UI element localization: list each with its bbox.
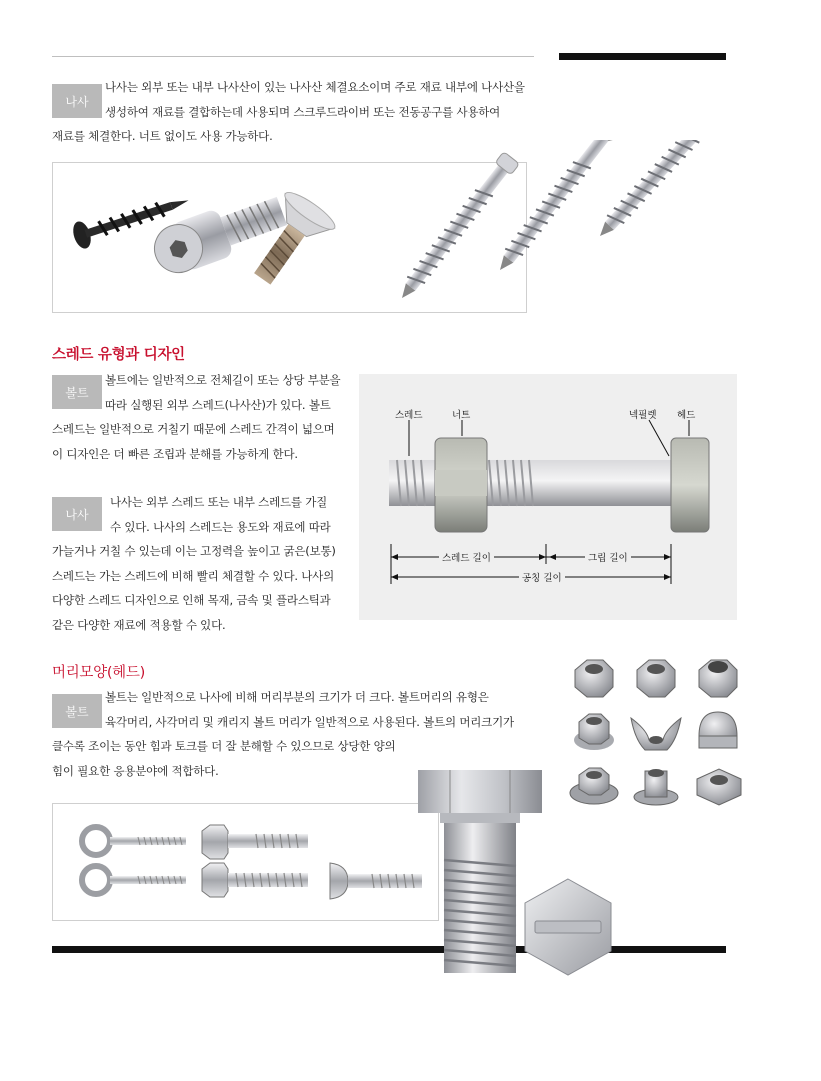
nut-types-image <box>565 655 745 810</box>
bottom-black-bar <box>52 946 726 953</box>
bolt-types-image <box>52 803 437 919</box>
text-line: 스레드는 일반적으로 거칠기 때문에 스레드 간격이 넓으며 <box>52 422 335 436</box>
tag-bolt-2: 볼트 <box>52 694 102 728</box>
lock-nut <box>699 660 737 697</box>
tag-screw-2: 나사 <box>52 497 102 531</box>
hex-bolt-1 <box>202 825 308 859</box>
bolt-thread-text <box>52 368 352 466</box>
label-thread: 스레드 <box>395 410 423 421</box>
text-line: 이 디자인은 더 빠른 조립과 분해를 가능하게 한다. <box>52 446 298 461</box>
text-line: 육각머리, 사각머리 및 캐리지 볼트 머리가 일반적으로 사용된다. 볼트의 머리크기가 <box>105 714 514 729</box>
screw-photos <box>52 140 752 310</box>
serrated-flange-nut <box>570 768 618 804</box>
hex-nut-1 <box>575 660 613 697</box>
tee-nut <box>634 769 678 805</box>
text-line: 스레드는 가는 스레드에 비해 빨리 체결할 수 있다. 나사의 <box>52 568 335 583</box>
wood-screw-image-3 <box>590 140 739 246</box>
text-line: 따라 실행된 외부 스레드(나사산)가 있다. 볼트 <box>105 397 331 412</box>
carriage-bolt <box>330 863 422 899</box>
text-line: 나사는 외부 또는 내부 나사산이 있는 나사산 체결요소이며 주로 재료 내부에 나사산을 <box>105 80 525 94</box>
label-thread-length: 스레드 길이 <box>439 550 494 564</box>
label-nut: 너트 <box>452 410 471 421</box>
square-nut <box>697 769 741 805</box>
eye-bolt-2 <box>82 866 186 894</box>
text-line: 힘이 필요한 응용분야에 적합하다. <box>52 763 219 778</box>
label-head: 헤드 <box>677 410 696 421</box>
label-grip-length: 그립 길이 <box>585 550 631 564</box>
tag-screw: 나사 <box>52 84 102 118</box>
text-line: 재료를 체결한다. 너트 없이도 사용 가능하다. <box>52 129 273 143</box>
text-line: 볼트에는 일반적으로 전체길이 또는 상당 부분을 <box>105 373 341 387</box>
section-heading-thread: 스레드 유형과 디자인 <box>52 347 185 363</box>
eye-bolt-1 <box>82 827 186 855</box>
hex-nut-2 <box>637 660 675 697</box>
top-black-bar <box>559 53 726 60</box>
tag-bolt: 볼트 <box>52 375 102 409</box>
text-line: 생성하여 재료를 결합하는데 사용되며 스크루드라이버 또는 전동공구를 사용하여 <box>105 104 501 119</box>
hex-bolt-2 <box>202 863 308 897</box>
text-line: 가늘거나 거칠 수 있는데 이는 고정력을 높이고 굵은(보통) <box>52 544 336 558</box>
section-heading-head: 머리모양(헤드) <box>52 665 145 681</box>
label-neck-fillet: 넥필렛 <box>629 410 657 421</box>
slotted-hex-head-image <box>523 877 613 977</box>
text-line: 같은 다양한 재료에 적용할 수 있다. <box>52 617 226 632</box>
text-line: 클수록 조이는 동안 힘과 토크를 더 잘 분해할 수 있으므로 상당한 양의 <box>52 739 396 753</box>
wing-nut <box>631 718 681 750</box>
bolt-anatomy-diagram <box>359 374 737 620</box>
screw-intro-text <box>52 75 542 149</box>
top-divider <box>52 56 534 57</box>
screw-thread-text <box>52 490 352 637</box>
wood-screw-image-1 <box>394 152 519 305</box>
acorn-nut <box>699 712 737 748</box>
text-line: 다양한 스레드 디자인으로 인해 목재, 금속 및 플라스틱과 <box>52 593 331 607</box>
text-line: 볼트는 일반적으로 나사에 비해 머리부분의 크기가 더 크다. 볼트머리의 유형은 <box>105 690 489 704</box>
label-nominal-length: 공칭 길이 <box>519 570 565 584</box>
text-line: 나사는 외부 스레드 또는 내부 스레드를 가질 <box>110 495 328 509</box>
text-line: 수 있다. 나사의 스레드는 용도와 재료에 따라 <box>110 519 331 534</box>
countersunk-screw-image <box>238 187 339 296</box>
flange-nut-1 <box>574 714 614 750</box>
